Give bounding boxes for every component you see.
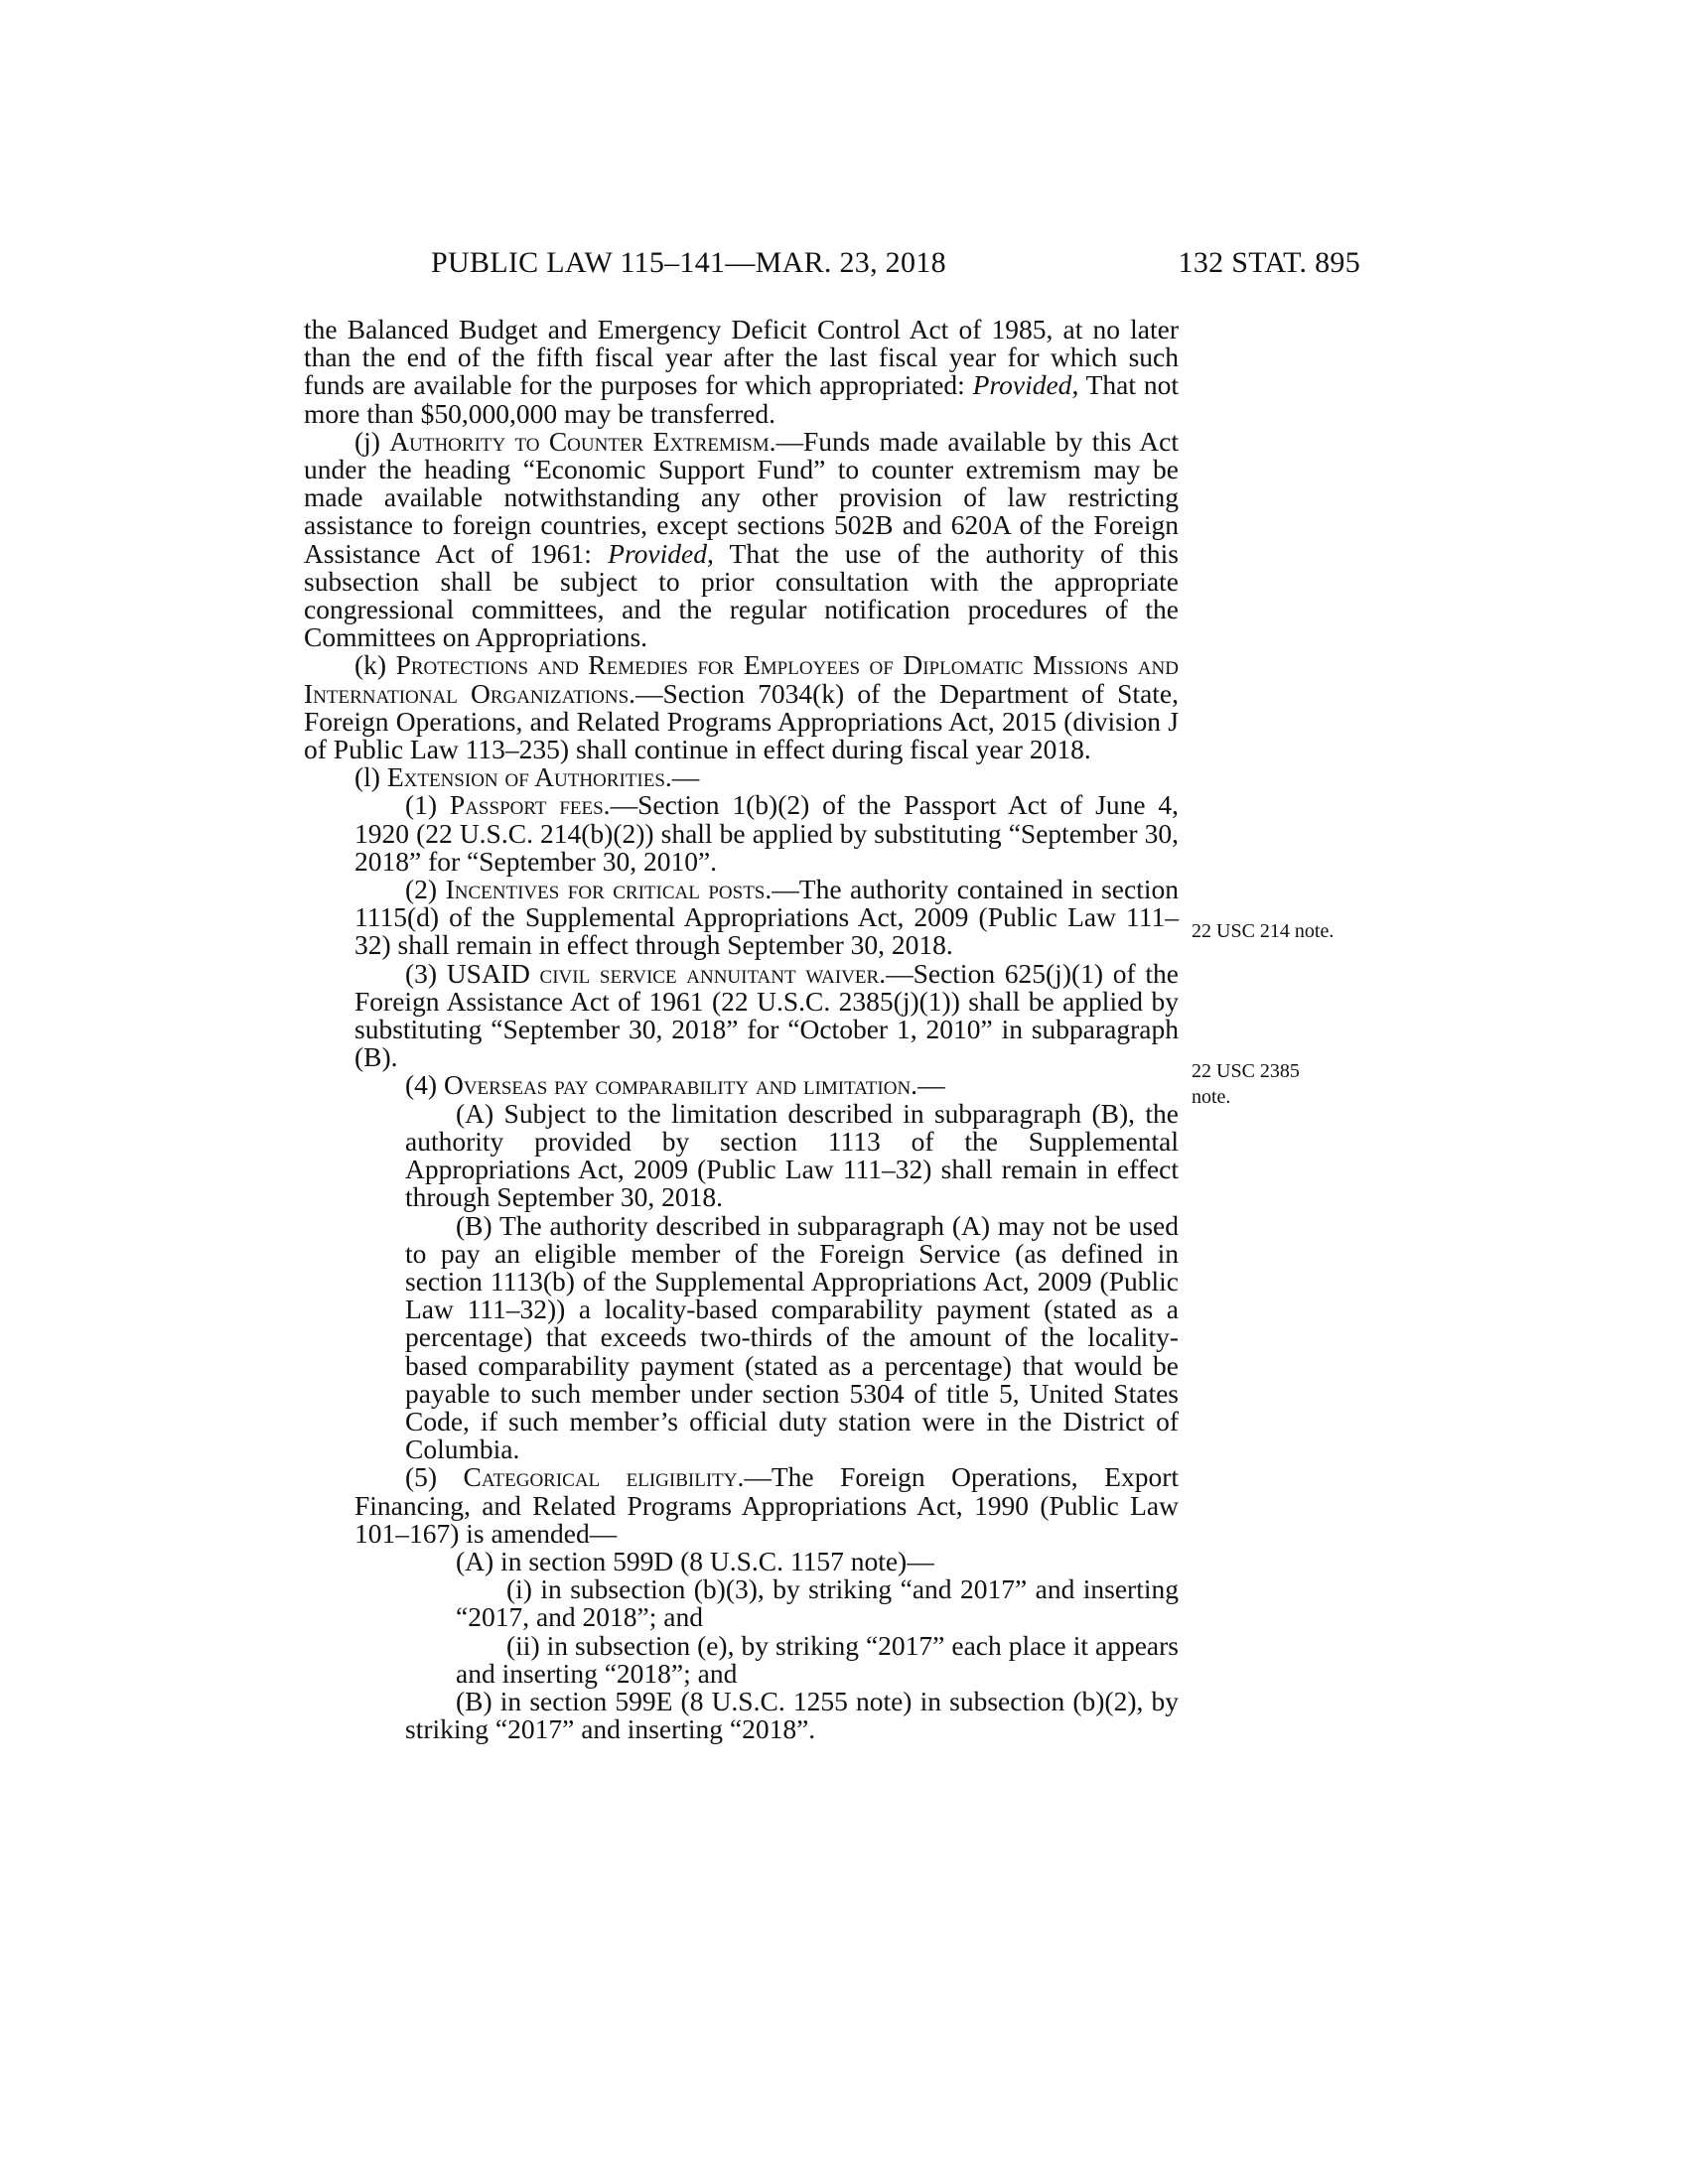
paragraph-l5: (5) Categorical eligibility.—The Foreign Operations, Export Financing, and Related Programs Appropriations Act, 1990 (Public Law 101–167) is amended—	[354, 1461, 1179, 1549]
paragraph-heading: Incentives for critical posts.	[445, 874, 773, 905]
paragraph-l4: (4) Overseas pay comparability and limitation.—	[405, 1069, 945, 1101]
subsection-heading: Protections and Remedies for Employees of Diplomatic Missions and International Organizations.	[304, 649, 1179, 709]
subsection-j: (j) Authority to Counter Extremism.—Funds made available by this Act under the heading “Economic Support Fund” to counter extremism may be made available notwithstanding any other provision of law restricting assistance to foreign countries, except sections 502B and 620A of the Foreign Assistance Act of 1961: Provided, That the use of the authority of this subsection shall be subject to prior consultation with the appropriate congressional committees, and the regular notification procedures of the Committees on Appropriations.	[304, 425, 1179, 653]
paragraph-heading: civil service annuitant waiver.	[529, 957, 887, 989]
subsection-k: (k) Protections and Remedies for Employees of Diplomatic Missions and International Organizations.—Section 7034(k) of the Department of State, Foreign Operations, and Related Programs Appropriations Act, 2015 (division J of Public Law 113–235) shall continue in effect during fiscal year 2018.	[304, 649, 1179, 765]
subparagraph-l4A: (A) Subject to the limitation described in subparagraph (B), the authority provided by section 1113 of the Supplemental Appropriations Act, 2009 (Public Law 111–32) shall remain in effect through September 30, 2018.	[405, 1097, 1179, 1213]
paragraph-heading: Categorical eligibility.	[463, 1461, 745, 1493]
clause-l5Aii: (ii) in subsection (e), by striking “2017” each place it appears and inserting “2018”; and	[456, 1629, 1179, 1689]
subsection-heading: Authority to Counter Extremism.	[389, 425, 776, 457]
subsection-l: (l) Extension of Authorities.—	[354, 761, 700, 793]
paragraph-l3: (3) USAID civil service annuitant waiver.—Section 625(j)(1) of the Foreign Assistance Act of 1961 (22 U.S.C. 2385(j)(1)) shall be applied by substituting “September 30, 2018” for “October 1, 2010” in subparagraph (B).	[354, 957, 1179, 1073]
subparagraph-l4B: (B) The authority described in subparagraph (A) may not be used to pay an eligible member of the Foreign Service (as defined in section 1113(b) of the Supplemental Appropriations Act, 2009 (Public Law 111–32)) a locality-based comparability payment (stated as a percentage) that exceeds two-thirds of the amount of the locality-based comparability payment (stated as a percentage) that would be payable to such member under section 5304 of title 5, United States Code, if such member’s official duty station were in the District of Columbia.	[405, 1209, 1179, 1465]
paragraph-heading: Passport fees.	[449, 789, 611, 821]
margin-note-usc-2385: 22 USC 2385 note.	[1192, 1060, 1300, 1108]
subparagraph-l5A: (A) in section 599D (8 U.S.C. 1157 note)—	[456, 1545, 934, 1576]
clause-l5Ai: (i) in subsection (b)(3), by striking “and 2017” and inserting “2017, and 2018”; and	[456, 1573, 1179, 1633]
paragraph-l2: (2) Incentives for critical posts.—The authority contained in section 1115(d) of the Supplemental Appropriations Act, 2009 (Public Law 111–32) shall remain in effect through September 30, 2018.	[354, 874, 1179, 961]
subsection-heading: Extension of Authorities.	[386, 761, 672, 793]
paragraph-l1: (1) Passport fees.—Section 1(b)(2) of the Passport Act of June 4, 1920 (22 U.S.C. 214(b)(2)) shall be applied by substituting “September 30, 2018” for “September 30, 2010”.	[354, 789, 1180, 877]
subparagraph-l5B: (B) in section 599E (8 U.S.C. 1255 note) in subsection (b)(2), by striking “2017” and inserting “2018”.	[405, 1685, 1179, 1745]
running-title: PUBLIC LAW 115–141—MAR. 23, 2018	[431, 246, 946, 279]
document-body	[304, 316, 1179, 1743]
margin-note-usc-214: 22 USC 214 note.	[1192, 920, 1335, 942]
page-header	[0, 246, 1688, 286]
page-number: 132 STAT. 895	[1178, 246, 1360, 279]
paragraph-continuation: the Balanced Budget and Emergency Deficit Control Act of 1985, at no later than the end of the fifth fiscal year after the last fiscal year for which such funds are available for the purposes for which appropriated: Provided, That not more than $50,000,000 may be transferred.	[304, 314, 1179, 429]
paragraph-heading: Overseas pay comparability and limitation.	[443, 1069, 918, 1101]
